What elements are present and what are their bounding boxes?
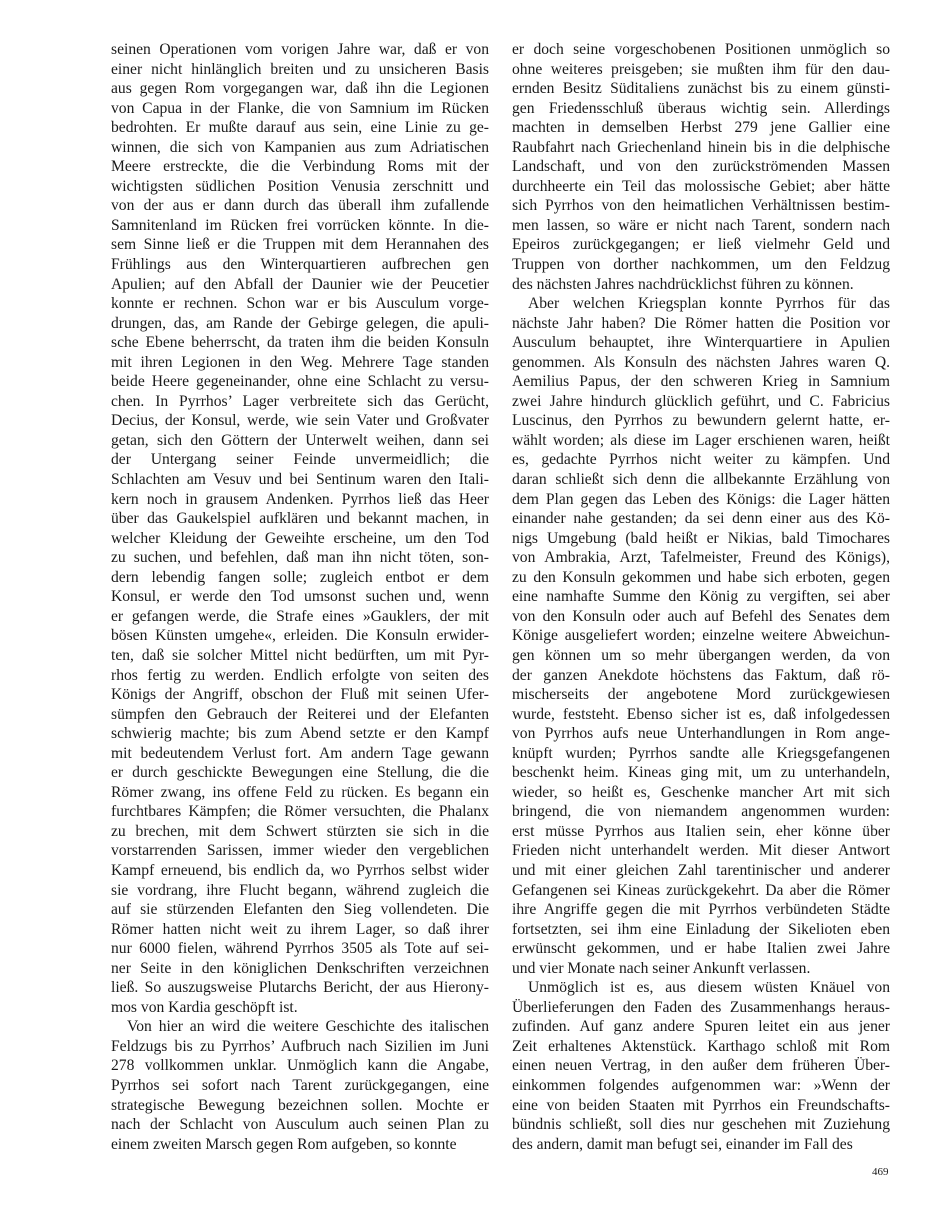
text-line: konnte er rechnen. Schon war er bis Ausculum vorge- xyxy=(111,295,489,313)
text-line: von Ambrakia, Arzt, Tafelmeister, Freund des Königs), xyxy=(512,549,890,567)
text-line: mischerseits der angebotene Mord zurückgewiesen xyxy=(512,686,890,704)
text-line: eine von beiden Staaten mit Pyrrhos ein Freundschafts- xyxy=(512,1096,890,1114)
text-line: Aemilius Papus, der den schweren Krieg in Samnium xyxy=(512,373,890,391)
left-column xyxy=(111,40,489,1154)
text-line: beide Heere gegeneinander, ohne eine Schlacht zu versu- xyxy=(111,373,489,391)
text-line: bringend, die von niemandem angenommen wurden: xyxy=(512,803,890,821)
text-line: welcher Kleidung der Geweihte erscheine, um den Tod xyxy=(111,529,489,547)
text-line: der Untergang seiner Feinde unvermeidlich; die xyxy=(111,451,489,469)
text-line: einkommen folgendes aufgenommen war: »Wenn der xyxy=(512,1076,890,1094)
text-line: wählt worden; als diese im Lager erschienen waren, heißt xyxy=(512,431,890,449)
text-line: drungen, das, am Rande der Gebirge gelegen, die apuli- xyxy=(111,314,489,332)
text-line: furchtbares Kämpfen; die Römer versuchten, die Phalanx xyxy=(111,803,489,821)
text-line: machten in demselben Herbst 279 jene Gallier eine xyxy=(512,119,890,137)
text-line: Meere erstreckte, die die Verbindung Roms mit der xyxy=(111,158,489,176)
text-line: von Pyrrhos aufs neue Unterhandlungen in Rom ange- xyxy=(512,725,890,743)
text-line: wieder, so heißt es, Geschenke mancher Art mit sich xyxy=(512,783,890,801)
text-line: rhos fertig zu werden. Endlich erfolgte von seiten des xyxy=(111,666,489,684)
text-line: seinen Operationen vom vorigen Jahre war, daß er von xyxy=(111,41,489,58)
text-line: nigs Umgebung (bald heißt er Nikias, bald Timochares xyxy=(512,529,890,547)
text-line: bösen Künsten umgehe«, erleiden. Die Konsuln erwider- xyxy=(111,627,489,645)
text-line: wurde, feststeht. Ebenso sicher ist es, daß infolgedessen xyxy=(512,705,890,723)
text-line: Von hier an wird die weitere Geschichte des italischen xyxy=(127,1018,489,1036)
text-line: Römer zwang, ins offene Feld zu rücken. Es begann ein xyxy=(111,783,489,801)
text-line: mit ihren Legionen in den Weg. Mehrere Tage standen xyxy=(111,353,489,371)
text-line: ihre Angriffe gegen die mit Pyrrhos verbündeten Städte xyxy=(512,901,890,919)
text-line: Aber welchen Kriegsplan konnte Pyrrhos für das xyxy=(528,295,890,313)
text-line: der ganzen Anekdote höchstens das Faktum, daß rö- xyxy=(512,666,890,684)
text-line: Epeiros zurückgegangen; er ließ vielmehr Geld und xyxy=(512,236,890,254)
text-line: Konsul, er werde den Tod umsonst suchen und, wenn xyxy=(111,588,489,606)
text-line: Überlieferungen den Faden des Zusammenhangs heraus- xyxy=(512,998,890,1016)
text-line: Decius, der Konsul, werde, wie sein Vater und Großvater xyxy=(111,412,489,430)
text-line: strategische Bewegung bezeichnen sollen. Mochte er xyxy=(111,1096,489,1114)
text-line: Römer hatten nicht weit zu ihrem Lager, so daß ihrer xyxy=(111,920,489,938)
text-line: daran schließt sich denn die allbekannte Erzählung von xyxy=(512,471,890,489)
text-line: sem Sinne ließ er die Truppen mit dem Herannahen des xyxy=(111,236,489,254)
text-line: genommen. Als Konsuln des nächsten Jahres waren Q. xyxy=(512,353,890,371)
text-line: sümpfen den Gebrauch der Reiterei und der Elefanten xyxy=(111,705,489,723)
text-line: von der aus er dann durch das überall ihm zufallende xyxy=(111,197,489,215)
text-line: Zeit erhaltenes Aktenstück. Karthago schloß mit Rom xyxy=(512,1037,890,1055)
text-line: sich Pyrrhos von den heimatlichen Verhältnissen bestim- xyxy=(512,197,890,215)
text-line: mos von Kardia geschöpft ist. xyxy=(111,998,298,1016)
text-line: er gefangen werde, die Strafe eines »Gauklers, der mit xyxy=(111,607,489,625)
text-line: Unmöglich ist es, aus diesem wüsten Knäuel von xyxy=(528,979,890,997)
text-line: knüpft wurden; Pyrrhos sandte alle Kriegsgefangenen xyxy=(512,744,890,762)
text-line: Ausculum behauptet, ihre Winterquartiere in Apulien xyxy=(512,334,890,352)
right-column xyxy=(512,40,890,1154)
text-line: einen neuen Vertrag, in den außer dem früheren Über- xyxy=(512,1057,890,1075)
text-line: zu suchen, und befehlen, daß man ihn nicht töten, son- xyxy=(111,549,489,567)
text-line: von Capua in der Flanke, die von Samnium im Rücken xyxy=(111,99,489,117)
text-line: Pyrrhos sei sofort nach Tarent zurückgegangen, eine xyxy=(111,1076,489,1094)
text-line: sche Ebene beherrscht, da traten ihm die beiden Konsuln xyxy=(111,334,489,352)
text-line: auf sie stürzenden Elefanten den Sieg vollendeten. Die xyxy=(111,901,489,919)
text-line: Landschaft, und von den zurückströmenden Massen xyxy=(512,158,890,176)
text-line: bedrohten. Er mußte darauf aus sein, eine Linie zu ge- xyxy=(111,119,489,137)
text-line: gen können um so mehr übergangen werden, da von xyxy=(512,646,890,664)
text-line: und vier Monate nach seiner Ankunft verlassen. xyxy=(512,959,811,977)
text-line: men lassen, so wäre er nicht nach Tarent, sondern nach xyxy=(512,216,890,234)
text-line: Kampf erneuend, bis endlich da, wo Pyrrhos selbst wider xyxy=(111,861,489,879)
text-line: mit bedeutendem Verlust fort. Am andern Tage gewann xyxy=(111,744,489,762)
text-line: bündnis schließt, soll dies nur geschehen mit Zuziehung xyxy=(512,1116,890,1134)
text-line: einer nicht hinlänglich breiten und zu unsicheren Basis xyxy=(111,60,489,78)
text-line: einander nahe gestanden; da sei denn einer aus des Kö- xyxy=(512,510,890,528)
text-line: nur 6000 fielen, während Pyrrhos 3505 als Tote auf sei- xyxy=(111,940,489,958)
text-line: gen Friedensschluß überaus wichtig sein. Allerdings xyxy=(512,99,890,117)
text-line: über das Gaukelspiel aufklären und bekannt machen, in xyxy=(111,510,489,528)
text-line: nächste Jahr haben? Die Römer hatten die Position vor xyxy=(512,314,890,332)
text-line: ließ. So auszugsweise Plutarchs Bericht, der aus Hierony- xyxy=(111,979,489,997)
text-line: 278 vollkommen unklar. Unmöglich kann die Angabe, xyxy=(111,1057,489,1075)
text-line: zu brechen, mit dem Schwert stürzten sie sich in die xyxy=(111,822,489,840)
page-number: 469 xyxy=(872,1166,889,1178)
text-line: erst müsse Pyrrhos aus Italien sein, eher könne über xyxy=(512,822,890,840)
text-line: Feldzugs bis zu Pyrrhos’ Aufbruch nach Sizilien im Juni xyxy=(111,1037,489,1055)
text-line: Truppen von dorther nachkommen, um den Feldzug xyxy=(512,256,890,274)
text-line: aus gegen Rom vorgegangen war, daß ihn die Legionen xyxy=(111,80,489,98)
text-line: nach der Schlacht von Ausculum auch seinen Plan zu xyxy=(111,1116,489,1134)
text-line: dern lebendig fangen solle; zugleich entbot er dem xyxy=(111,568,489,586)
text-line: Gefangenen sei Kineas zurückgekehrt. Da aber die Römer xyxy=(512,881,890,899)
text-line: zu den Konsuln gekommen und habe sich erboten, gegen xyxy=(512,568,890,586)
text-line: Samnitenland im Rücken frei vorrücken könnte. In die- xyxy=(111,216,489,234)
text-line: Luscinus, den Pyrrhos zu bewundern gelernt hatte, er- xyxy=(512,412,890,430)
text-line: einem zweiten Marsch gegen Rom aufgeben, so konnte xyxy=(111,1135,457,1153)
text-line: wichtigsten südlichen Position Venusia zerschnitt und xyxy=(111,177,489,195)
text-line: zwei Jahre hindurch glücklich geführt, und C. Fabricius xyxy=(512,392,890,410)
text-line: getan, sich den Göttern der Unterwelt weihen, dann sei xyxy=(111,431,489,449)
text-line: ohne weiteres preisgeben; sie mußten ihm für den dau- xyxy=(512,60,890,78)
text-line: des andern, damit man befugt sei, einander im Fall des xyxy=(512,1135,853,1153)
text-line: Könige ausgeliefert worden; einzelne weitere Abweichun- xyxy=(512,627,890,645)
text-line: erwünscht gekommen, und er habe Italien zwei Jahre xyxy=(512,940,890,958)
text-line: eine namhafte Summe den König zu vergiften, sei aber xyxy=(512,588,890,606)
text-line: Apulien; auf den Abfall der Daunier wie der Peucetier xyxy=(111,275,489,293)
text-line: kern noch in grausem Andenken. Pyrrhos ließ das Heer xyxy=(111,490,489,508)
text-line: er durch geschickte Bewegungen eine Stellung, die die xyxy=(111,764,489,782)
text-line: Raubfahrt nach Griechenland hinein bis in die delphische xyxy=(512,138,890,156)
text-line: schwierig machte; bis zum Abend setzte er den Kampf xyxy=(111,725,489,743)
text-line: und mit einer gleichen Zahl tarentinischer und anderer xyxy=(512,861,890,879)
text-line: Königs der Angriff, obschon der Fluß mit seinen Ufer- xyxy=(111,686,489,704)
text-line: er doch seine vorgeschobenen Positionen unmöglich so xyxy=(512,41,890,58)
text-line: sie vordrang, ihre Flucht begann, während zugleich die xyxy=(111,881,489,899)
text-line: zufinden. Auf ganz andere Spuren leitet ein aus jener xyxy=(512,1018,890,1036)
text-line: Frieden nicht unterhandelt werden. Mit dieser Antwort xyxy=(512,842,890,860)
text-line: dem Plan gegen das Leben des Königs: die Lager hätten xyxy=(512,490,890,508)
text-line: chen. In Pyrrhos’ Lager verbreitete sich das Gerücht, xyxy=(111,392,489,410)
text-line: ten, daß sie solcher Mittel nicht bedürften, um mit Pyr- xyxy=(111,646,489,664)
text-line: vorstarrenden Sarissen, immer wieder den vergeblichen xyxy=(111,842,489,860)
text-line: ner Seite in den königlichen Denkschriften verzeichnen xyxy=(111,959,489,977)
text-line: fortsetzten, sei ihm eine Einladung der Sikelioten eben xyxy=(512,920,890,938)
text-line: durchheerte ein Teil das molossische Gebiet; aber hätte xyxy=(512,177,890,195)
text-line: winnen, die sich von Kampanien aus zum Adriatischen xyxy=(111,138,489,156)
text-line: Schlachten am Vesuv und bei Sentinum waren den Itali- xyxy=(111,471,489,489)
text-line: es, gedachte Pyrrhos nicht weiter zu kämpfen. Und xyxy=(512,451,890,469)
text-line: ernden Besitz Süditaliens zunächst bis zu einem günsti- xyxy=(512,80,890,98)
text-line: Frühlings aus den Winterquartieren aufbrechen gen xyxy=(111,256,489,274)
text-line: des nächsten Jahres nachdrücklichst führen zu können. xyxy=(512,275,854,293)
text-line: von den Konsuln oder auch auf Befehl des Senates dem xyxy=(512,607,890,625)
text-line: beschenkt heim. Kineas ging mit, um zu unterhandeln, xyxy=(512,764,890,782)
